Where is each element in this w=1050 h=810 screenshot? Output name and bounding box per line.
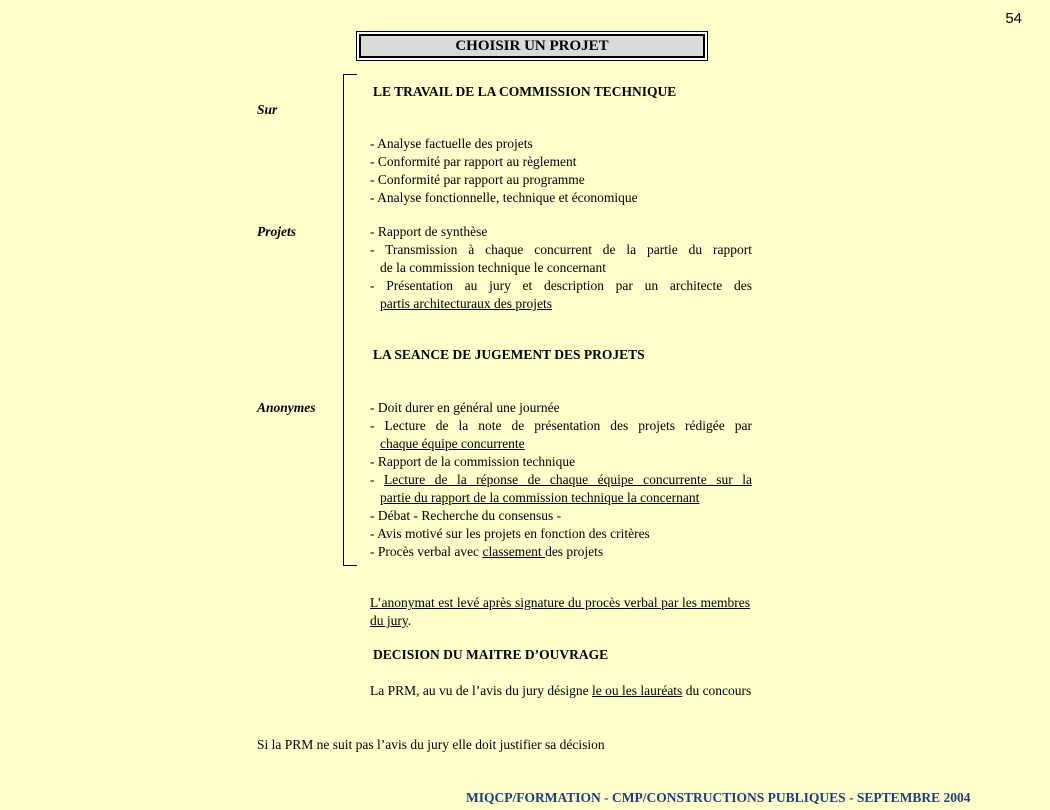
section-heading-decision: DECISION DU MAITRE D’OUVRAGE — [373, 647, 609, 662]
bracket-bottom — [343, 565, 357, 566]
footer: MIQCP/FORMATION - CMP/CONSTRUCTIONS PUBLIQUES - SEPTEMBRE 2004 — [466, 790, 971, 805]
list-item-continuation: de la commission technique le concernant — [380, 260, 607, 275]
decision-paragraph: La PRM, au vu de l’avis du jury désigne le ou les lauréats du concours — [370, 683, 752, 698]
side-label-sur: Sur — [257, 102, 278, 117]
list-item: - Débat - Recherche du consensus - — [370, 508, 562, 523]
list-item: - Présentation au jury et description par un architecte des — [370, 278, 752, 293]
list-item: - Doit durer en général une journée — [370, 400, 560, 415]
list-item: - Lecture de la note de présentation des projets rédigée par — [370, 418, 752, 433]
bracket-top — [343, 74, 357, 75]
section-heading-seance: LA SEANCE DE JUGEMENT DES PROJETS — [373, 347, 645, 362]
list-item: - Rapport de la commission technique — [370, 454, 576, 469]
final-note: Si la PRM ne suit pas l’avis du jury elle doit justifier sa décision — [257, 737, 605, 752]
page-title: CHOISIR UN PROJET — [359, 34, 705, 58]
list-item: - Rapport de synthèse — [370, 224, 488, 239]
list-item-continuation: chaque équipe concurrente — [380, 436, 525, 451]
list-item: - Analyse fonctionnelle, technique et économique — [370, 190, 638, 205]
side-label-projets: Projets — [257, 224, 296, 239]
list-item: - Procès verbal avec classement des projets — [370, 544, 604, 559]
page-number: 54 — [1005, 10, 1022, 27]
list-item-continuation: partie du rapport de la commission technique la concernant — [380, 490, 700, 505]
title-box — [356, 31, 708, 61]
anonymat-paragraph: L’anonymat est levé après signature du procès verbal par les membres du jury. — [370, 595, 750, 628]
list-item: - Avis motivé sur les projets en fonction des critères — [370, 526, 650, 541]
side-label-anonymes: Anonymes — [257, 400, 316, 415]
list-item: - Lecture de la réponse de chaque équipe concurrente sur la — [370, 472, 753, 487]
list-item: - Transmission à chaque concurrent de la partie du rapport — [370, 242, 752, 257]
list-item: - Conformité par rapport au règlement — [370, 154, 577, 169]
list-item-continuation: partis architecturaux des projets — [380, 296, 553, 311]
section-heading-commission: LE TRAVAIL DE LA COMMISSION TECHNIQUE — [373, 84, 677, 99]
list-item: - Conformité par rapport au programme — [370, 172, 585, 187]
bracket-line — [343, 74, 344, 566]
list-item: - Analyse factuelle des projets — [370, 136, 533, 151]
